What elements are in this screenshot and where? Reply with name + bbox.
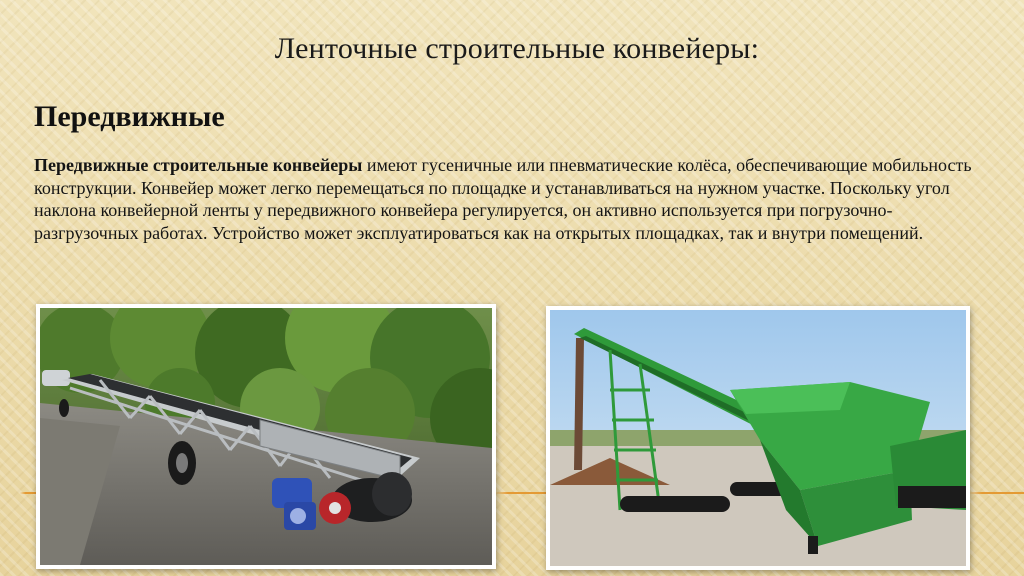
accent-line-right	[968, 492, 1024, 494]
tracked-green-stacker-illustration	[550, 310, 966, 566]
body-lead-bold: Передвижные строительные конвейеры	[34, 155, 363, 175]
body-paragraph	[34, 154, 994, 244]
wheeled-belt-conveyor-photo	[36, 304, 496, 569]
slide-subtitle: Передвижные	[34, 100, 225, 133]
body-rest: имеют гусеничные или пневматические колёса, обеспечивающие мобильность конструкции. Конвейер может легко перемещаться по площадке и устанавливаться на нужном участке. Поскольку угол наклона конвейерной ленты у передвижного конвейера регулируется, он активно используется при погрузочно-разгрузочных работах. Устройство может эксплуатироваться как на открытых площадках, так и внутри помещений.	[34, 155, 972, 243]
slide-title: Ленточные строительные конвейеры:	[274, 32, 760, 65]
tracked-green-stacker-conveyor-photo	[546, 306, 970, 570]
accent-line-middle	[494, 492, 550, 494]
wheeled-belt-conveyor-illustration	[40, 308, 492, 565]
